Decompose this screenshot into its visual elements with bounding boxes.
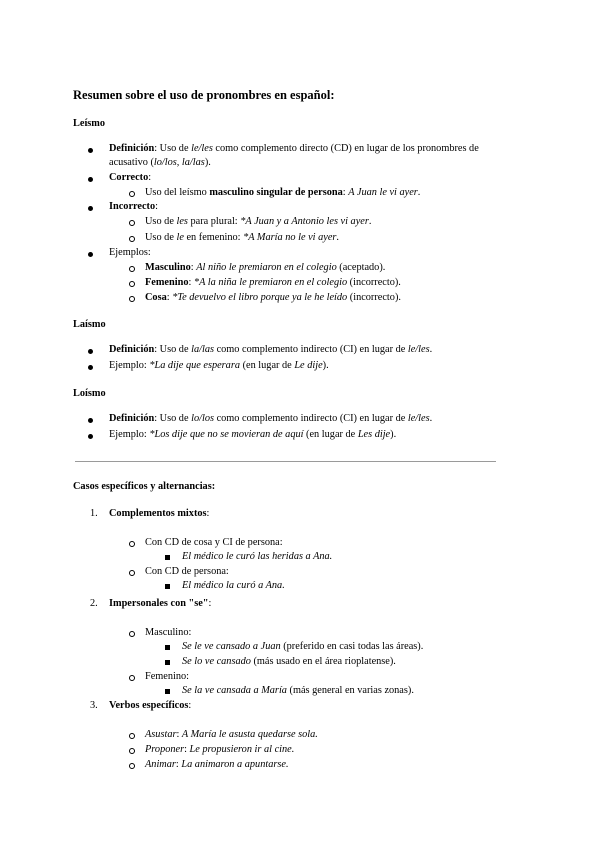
bullet-icon bbox=[88, 177, 93, 182]
bullet-icon bbox=[129, 733, 135, 739]
leismo-ejemplo-masculino: Masculino: Al niño le premiaron en el colegio (aceptado). bbox=[145, 262, 386, 273]
bullet-icon bbox=[129, 763, 135, 769]
leismo-incorrecto-item-2: Uso de le en femenino: *A María no le vi ayer. bbox=[145, 232, 339, 243]
leismo-ejemplo-cosa: Cosa: *Te devuelvo el libro porque ya le he leído (incorrecto). bbox=[145, 292, 401, 303]
casos-item-complementos-mixtos: Complementos mixtos: bbox=[109, 508, 210, 519]
bullet-icon bbox=[129, 281, 135, 287]
bullet-icon bbox=[88, 148, 93, 153]
bullet-icon bbox=[88, 252, 93, 257]
bullet-icon bbox=[129, 220, 135, 226]
list-number: 3. bbox=[90, 700, 98, 711]
leismo-ejemplo-femenino: Femenino: *A la niña le premiaron en el colegio (incorrecto). bbox=[145, 277, 401, 288]
casos-1-sub-2: Con CD de persona: bbox=[145, 566, 229, 577]
bullet-icon bbox=[88, 365, 93, 370]
laismo-definicion: Definición: Uso de la/las como complemento indirecto (CI) en lugar de le/les. bbox=[109, 344, 433, 355]
bullet-icon bbox=[129, 191, 135, 197]
casos-3-verbo-proponer: Proponer: Le propusieron ir al cine. bbox=[145, 744, 295, 755]
laismo-ejemplo: Ejemplo: *La dije que esperara (en lugar de Le dije). bbox=[109, 360, 329, 371]
list-number: 2. bbox=[90, 598, 98, 609]
bullet-icon bbox=[165, 660, 170, 665]
section-heading-loismo: Loísmo bbox=[73, 388, 106, 399]
horizontal-divider bbox=[75, 461, 496, 462]
bullet-icon bbox=[165, 584, 170, 589]
casos-1-sub-1-example: El médico le curó las heridas a Ana. bbox=[182, 551, 333, 562]
bullet-icon bbox=[129, 541, 135, 547]
casos-2-sub-femenino: Femenino: bbox=[145, 671, 190, 682]
bullet-icon bbox=[129, 675, 135, 681]
bullet-icon bbox=[129, 631, 135, 637]
casos-item-verbos: Verbos específicos: bbox=[109, 700, 192, 711]
bullet-icon bbox=[129, 570, 135, 576]
bullet-icon bbox=[88, 434, 93, 439]
page-title: Resumen sobre el uso de pronombres en español: bbox=[73, 88, 335, 102]
casos-2-masculino-ex-1: Se le ve cansado a Juan (preferido en casi todas las áreas). bbox=[182, 641, 424, 652]
casos-3-verbo-animar: Animar: La animaron a apuntarse. bbox=[145, 759, 289, 770]
leismo-correcto-item: Uso del leísmo masculino singular de persona: A Juan le vi ayer. bbox=[145, 187, 421, 198]
leismo-incorrecto: Incorrecto: bbox=[109, 201, 158, 212]
bullet-icon bbox=[88, 418, 93, 423]
casos-item-impersonales: Impersonales con "se": bbox=[109, 598, 212, 609]
section-heading-laismo: Laísmo bbox=[73, 319, 106, 330]
leismo-definicion: Definición: Uso de le/les como complemento directo (CD) en lugar de los pronombres de acusativo (lo/los, la/las). bbox=[109, 143, 479, 168]
casos-1-sub-1: Con CD de cosa y CI de persona: bbox=[145, 537, 283, 548]
casos-2-femenino-ex-1: Se la ve cansada a María (más general en varias zonas). bbox=[182, 685, 414, 696]
bullet-icon bbox=[129, 296, 135, 302]
bullet-icon bbox=[165, 555, 170, 560]
bullet-icon bbox=[129, 266, 135, 272]
section-heading-casos: Casos específicos y alternancias: bbox=[73, 481, 216, 492]
loismo-definicion: Definición: Uso de lo/los como complemento indirecto (CI) en lugar de le/les. bbox=[109, 413, 433, 424]
loismo-ejemplo: Ejemplo: *Los dije que no se movieran de aquí (en lugar de Les dije). bbox=[109, 429, 397, 440]
casos-2-sub-masculino: Masculino: bbox=[145, 627, 192, 638]
list-number: 1. bbox=[90, 508, 98, 519]
leismo-ejemplos: Ejemplos: bbox=[109, 247, 151, 258]
casos-2-masculino-ex-2: Se lo ve cansado (más usado en el área rioplatense). bbox=[182, 656, 396, 667]
bullet-icon bbox=[165, 645, 170, 650]
casos-1-sub-2-example: El médico la curó a Ana. bbox=[182, 580, 285, 591]
section-heading-leismo: Leísmo bbox=[73, 118, 106, 129]
leismo-correcto: Correcto: bbox=[109, 172, 152, 183]
bullet-icon bbox=[88, 349, 93, 354]
bullet-icon bbox=[165, 689, 170, 694]
bullet-icon bbox=[129, 236, 135, 242]
casos-3-verbo-asustar: Asustar: A María le asusta quedarse sola. bbox=[145, 729, 318, 740]
bullet-icon bbox=[129, 748, 135, 754]
leismo-incorrecto-item-1: Uso de les para plural: *A Juan y a Antonio les vi ayer. bbox=[145, 216, 372, 227]
bullet-icon bbox=[88, 206, 93, 211]
